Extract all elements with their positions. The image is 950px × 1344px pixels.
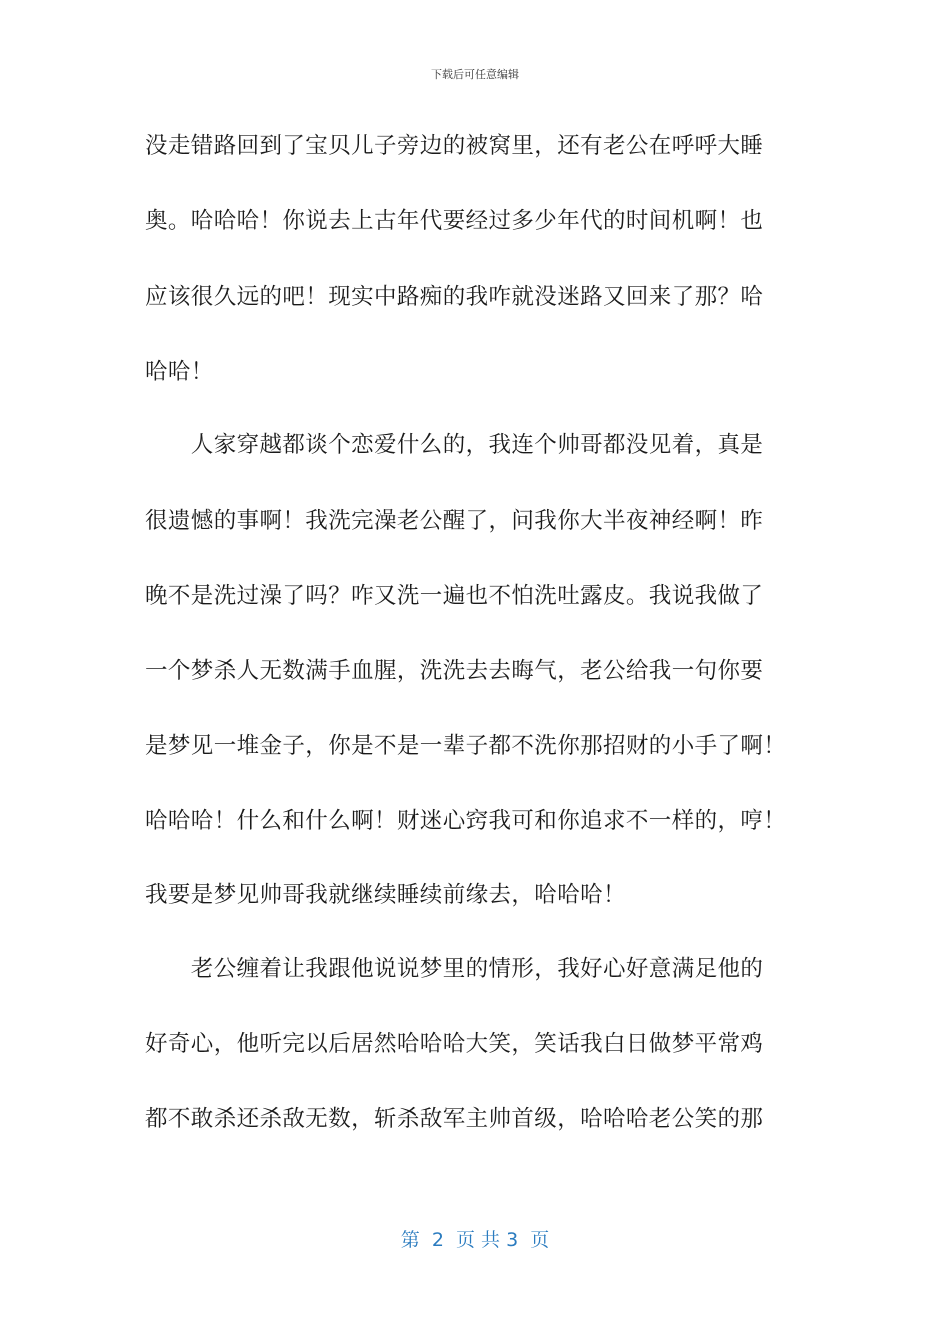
text-line-4: 哈哈！ (145, 359, 214, 385)
text-line-14: 都不敢杀还杀敌无数，斩杀敌军主帅首级，哈哈哈老公笑的那 (145, 1106, 764, 1132)
text-line-6: 很遗憾的事啊！我洗完澡老公醒了，问我你大半夜神经啊！昨 (145, 508, 764, 534)
text-line-8: 一个梦杀人无数满手血腥，洗洗去去晦气，老公给我一句你要 (145, 658, 764, 684)
text-line-7: 晚不是洗过澡了吗？咋又洗一遍也不怕洗吐露皮。我说我做了 (145, 583, 764, 609)
page-number-footer: 第 2 页 共 3 页 (400, 1229, 550, 1251)
text-line-10: 哈哈哈！什么和什么啊！财迷心窍我可和你追求不一样的，哼！ (145, 808, 787, 834)
text-line-12: 老公缠着让我跟他说说梦里的情形，我好心好意满足他的 (145, 956, 764, 982)
text-line-2: 奥。哈哈哈！你说去上古年代要经过多少年代的时间机啊！也 (145, 208, 764, 234)
text-line-13: 好奇心，他听完以后居然哈哈哈大笑，笑话我白日做梦平常鸡 (145, 1031, 764, 1057)
text-line-3: 应该很久远的吧！现实中路痴的我咋就没迷路又回来了那？哈 (145, 284, 764, 310)
text-line-9: 是梦见一堆金子，你是不是一辈子都不洗你那招财的小手了啊！ (145, 733, 787, 759)
page-header: 下载后可任意编辑 (431, 68, 519, 81)
text-line-11: 我要是梦见帅哥我就继续睡续前缘去，哈哈哈！ (145, 882, 626, 908)
text-line-5: 人家穿越都谈个恋爱什么的，我连个帅哥都没见着，真是 (145, 432, 764, 458)
text-line-1: 没走错路回到了宝贝儿子旁边的被窝里，还有老公在呼呼大睡 (145, 133, 764, 159)
